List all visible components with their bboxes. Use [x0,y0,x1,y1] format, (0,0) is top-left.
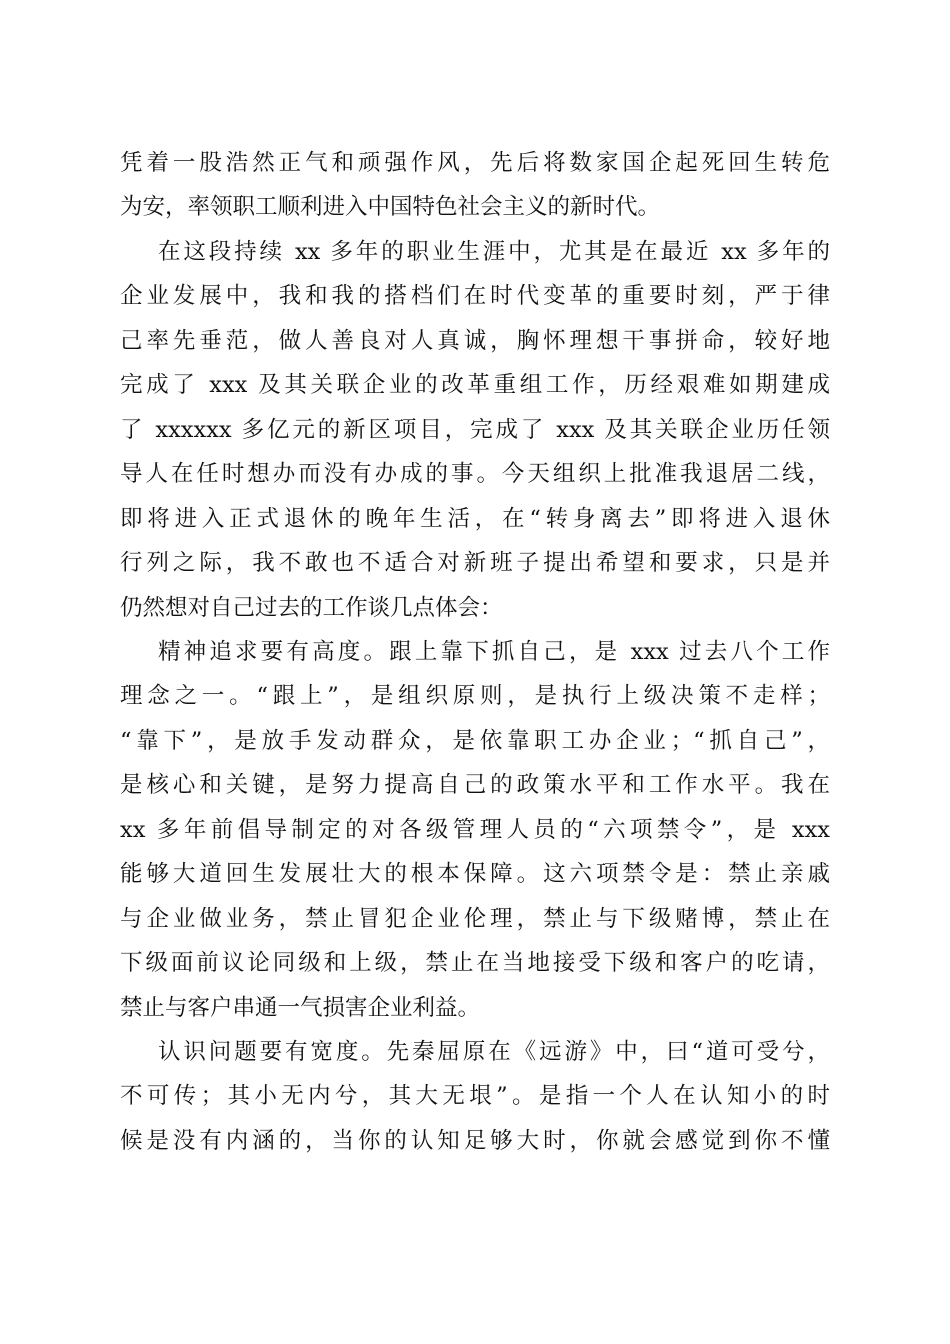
text-line: 是核心和关键，是努力提高自己的政策水平和工作水平。我在 [120,772,830,799]
text-line: 企业发展中，我和我的搭档们在时代变革的重要时刻，严于律 [120,283,830,310]
text-line: 禁止与客户串通一气损害企业利益。 [120,994,481,1021]
text-line: 己率先垂范，做人善良对人真诚，胸怀理想干事拼命，较好地 [120,327,830,354]
text-line: 即将进入正式退休的晚年生活，在“转身离去”即将进入退休 [120,505,830,532]
text-line: 凭着一股浩然正气和顽强作风，先后将数家国企起死回生转危 [120,150,830,176]
text-line: 导人在任时想办而没有办成的事。今天组织上批准我退居二线， [120,461,830,488]
text-line: 候是没有内涵的，当你的认知足够大时，你就会感觉到你不懂 [120,1127,830,1154]
text-line: xx 多年前倡导制定的对各级管理人员的“六项禁令”，是 xxx [120,816,830,843]
text-line: 能够大道回生发展壮大的根本保障。这六项禁令是：禁止亲戚 [120,861,830,888]
text-line: 认识问题要有宽度。先秦屈原在《远游》中，曰“道可受兮， [158,1039,830,1065]
text-line: 精神追求要有高度。跟上靠下抓自己，是 xxx 过去八个工作 [158,638,830,665]
text-line: “靠下”，是放手发动群众，是依靠职工办企业；“抓自己”， [120,727,830,754]
text-line: 不可传；其小无内兮，其大无垠”。是指一个人在认知小的时 [120,1083,830,1110]
text-line: 行列之际，我不敢也不适合对新班子提出希望和要求，只是并 [120,550,830,577]
text-line: 理念之一。“跟上”，是组织原则，是执行上级决策不走样； [120,683,830,710]
text-line: 下级面前议论同级和上级，禁止在当地接受下级和客户的吃请， [120,950,830,977]
text-line: 仍然想对自己过去的工作谈几点体会： [120,594,503,621]
text-line: 完成了 xxx 及其关联企业的改革重组工作，历经艰难如期建成 [120,372,830,399]
text-line: 了 xxxxxx 多亿元的新区项目，完成了 xxx 及其关联企业历任领 [120,416,830,443]
text-line: 在这段持续 xx 多年的职业生涯中，尤其是在最近 xx 多年的 [158,238,830,265]
text-line: 为安，率领职工顺利进入中国特色社会主义的新时代。 [120,194,661,221]
text-line: 与企业做业务，禁止冒犯企业伦理，禁止与下级赌博，禁止在 [120,905,830,932]
